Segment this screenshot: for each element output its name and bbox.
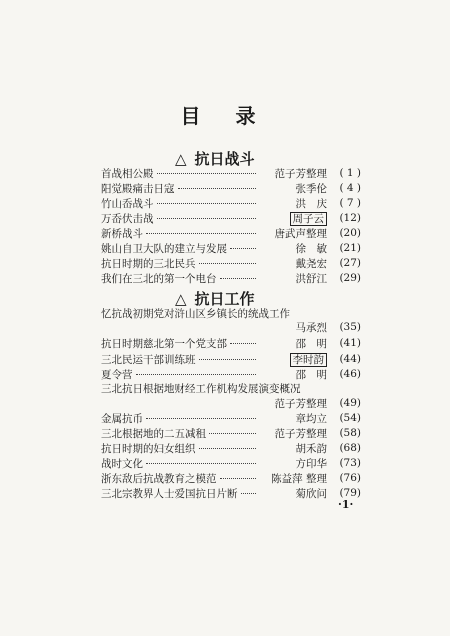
entry-author: 菊欣问 bbox=[295, 487, 327, 500]
entry-page: (49) bbox=[339, 397, 361, 409]
entry-page: (58) bbox=[339, 427, 361, 439]
toc-entry[interactable] bbox=[101, 226, 361, 240]
toc-entry[interactable] bbox=[101, 196, 361, 210]
toc-entry[interactable] bbox=[101, 441, 361, 455]
toc-entry[interactable] bbox=[101, 271, 361, 285]
toc-entry[interactable] bbox=[101, 320, 361, 334]
entry-page: ( 1 ) bbox=[339, 167, 361, 179]
entry-title[interactable]: 忆抗战初期党对浒山区乡镇长的统战工作 bbox=[101, 308, 290, 320]
entry-author: 洪舒江 bbox=[295, 272, 327, 285]
entry-author: 邵 明 bbox=[295, 337, 327, 350]
section-heading-label: 抗日工作 bbox=[194, 290, 255, 308]
entry-page: (29) bbox=[339, 272, 361, 284]
entry-title: 浙东敌后抗战教育之模范 bbox=[101, 472, 217, 485]
entry-page: (68) bbox=[339, 442, 361, 454]
leader-dots bbox=[199, 448, 257, 449]
leader-dots bbox=[178, 188, 257, 189]
entry-title: 三北根据地的二五减租 bbox=[101, 427, 206, 440]
entry-title: 抗日时期的妇女组织 bbox=[101, 442, 196, 455]
entry-author: 唐武声整理 bbox=[274, 227, 327, 240]
entry-author: 范子芳整理 bbox=[274, 427, 327, 440]
toc-entry[interactable] bbox=[101, 456, 361, 470]
entry-title[interactable]: 三北抗日根据地财经工作机构发展演变概况 bbox=[101, 383, 301, 395]
entry-page: (44) bbox=[339, 353, 361, 365]
entry-title: 新桥战斗 bbox=[101, 227, 143, 240]
entry-page: (12) bbox=[339, 212, 361, 224]
entry-page: (20) bbox=[339, 227, 361, 239]
entry-page: (73) bbox=[339, 457, 361, 469]
toc-entry[interactable] bbox=[101, 486, 361, 500]
entry-title: 我们在三北的第一个电台 bbox=[101, 272, 217, 285]
entry-title: 万岙伏击战 bbox=[101, 212, 154, 225]
entry-title: 夏令营 bbox=[101, 368, 133, 381]
toc-entry[interactable] bbox=[101, 166, 361, 180]
entry-author: 邵 明 bbox=[295, 368, 327, 381]
entry-title: 战时文化 bbox=[101, 457, 143, 470]
leader-dots bbox=[230, 248, 256, 249]
entry-author bbox=[259, 352, 327, 367]
leader-dots bbox=[146, 463, 256, 464]
toc-entry[interactable] bbox=[101, 367, 361, 381]
entry-author: 胡禾韵 bbox=[295, 442, 327, 455]
leader-dots bbox=[230, 343, 256, 344]
entry-page: (35) bbox=[339, 321, 361, 333]
entry-author: 范子芳整理 bbox=[274, 397, 327, 410]
triangle-icon: △ bbox=[175, 290, 187, 308]
leader-dots bbox=[146, 233, 256, 234]
page-number: ·1· bbox=[338, 498, 354, 511]
entry-title: 阳觉殿痛击日寇 bbox=[101, 182, 175, 195]
entry-author: 戴尧宏 bbox=[295, 257, 327, 270]
entry-title: 姚山自卫大队的建立与发展 bbox=[101, 242, 227, 255]
entry-author: 张季伦 bbox=[295, 182, 327, 195]
entry-page: (54) bbox=[339, 412, 361, 424]
entry-author bbox=[259, 211, 327, 226]
entry-author: 章均立 bbox=[295, 412, 327, 425]
entry-title: 三北宗教界人士爱国抗日片断 bbox=[101, 487, 238, 500]
leader-dots bbox=[136, 374, 257, 375]
entry-title: 金属抗币 bbox=[101, 412, 143, 425]
toc-entry[interactable] bbox=[101, 181, 361, 195]
leader-dots bbox=[220, 278, 257, 279]
toc-entry[interactable] bbox=[101, 211, 361, 225]
entry-author-boxed: 李时韵 bbox=[290, 353, 328, 367]
entry-title: 竹山岙战斗 bbox=[101, 197, 154, 210]
entry-author: 徐 敏 bbox=[295, 242, 327, 255]
entry-author: 洪 庆 bbox=[295, 197, 327, 210]
toc-entry[interactable] bbox=[101, 241, 361, 255]
section-heading-label: 抗日战斗 bbox=[194, 150, 255, 168]
entry-page: (79) bbox=[339, 487, 361, 499]
entry-author-boxed: 周子云 bbox=[290, 212, 328, 226]
entry-author: 范子芳整理 bbox=[274, 167, 327, 180]
toc-entry[interactable] bbox=[101, 256, 361, 270]
entry-author: 马承烈 bbox=[295, 321, 327, 334]
leader-dots bbox=[241, 493, 257, 494]
toc-entry[interactable] bbox=[101, 471, 361, 485]
leader-dots bbox=[157, 203, 257, 204]
entry-page: (76) bbox=[339, 472, 361, 484]
leader-dots bbox=[146, 418, 256, 419]
entry-page: ( 7 ) bbox=[339, 197, 361, 209]
leader-dots bbox=[220, 478, 257, 479]
entry-page: (21) bbox=[339, 242, 361, 254]
toc-entry[interactable] bbox=[101, 352, 361, 366]
toc-entry[interactable] bbox=[101, 336, 361, 350]
leader-dots bbox=[199, 263, 257, 264]
page-title: 目 录 bbox=[180, 104, 270, 128]
leader-dots bbox=[157, 173, 257, 174]
entry-title: 首战相公殿 bbox=[101, 167, 154, 180]
entry-page: (46) bbox=[339, 368, 361, 380]
entry-title: 三北民运干部训练班 bbox=[101, 353, 196, 366]
leader-dots bbox=[209, 433, 256, 434]
entry-title: 抗日时期的三北民兵 bbox=[101, 257, 196, 270]
entry-page: (27) bbox=[339, 257, 361, 269]
toc-entry[interactable] bbox=[101, 426, 361, 440]
entry-author: 方印华 bbox=[295, 457, 327, 470]
toc-entry[interactable] bbox=[101, 411, 361, 425]
leader-dots bbox=[157, 218, 257, 219]
entry-title: 抗日时期慈北第一个党支部 bbox=[101, 337, 227, 350]
triangle-icon: △ bbox=[175, 150, 187, 168]
leader-dots bbox=[199, 359, 257, 360]
entry-author: 陈益萍 整理 bbox=[271, 472, 327, 485]
toc-entry[interactable] bbox=[101, 396, 361, 410]
entry-page: ( 4 ) bbox=[339, 182, 361, 194]
entry-page: (41) bbox=[339, 337, 361, 349]
